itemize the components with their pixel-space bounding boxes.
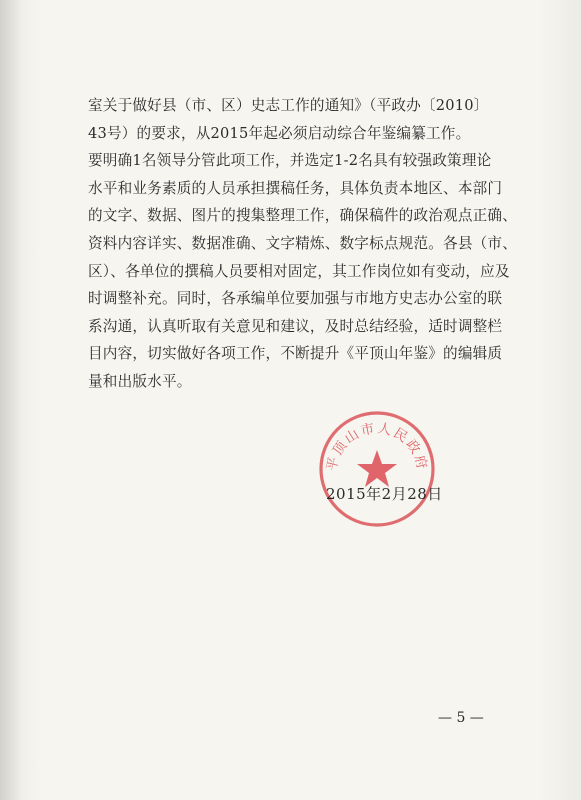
text-line: 量和出版水平。 xyxy=(88,372,192,390)
text-line: 水平和业务素质的人员承担撰稿任务，具体负责本地区、本部门 xyxy=(88,179,503,197)
text-line: 室关于做好县（市、区）史志工作的通知》（平政办〔2010〕 xyxy=(88,97,489,114)
text-line: 资料内容详实、数据准确、文字精炼、数字标点规范。各县（市、 xyxy=(88,234,518,252)
page-number: — 5 — xyxy=(438,710,484,726)
text-line: 时调整补充。同时，各承编单位要加强与市地方史志办公室的联 xyxy=(88,290,503,308)
text-line: 系沟通，认真听取有关意见和建议，及时总结经验，适时调整栏 xyxy=(88,317,503,335)
body-paragraph xyxy=(88,92,528,396)
text-line: 目内容，切实做好各项工作，不断提升《平顶山年鉴》的编辑质 xyxy=(88,345,503,363)
text-line: 的文字、数据、图片的搜集整理工作，确保稿件的政治观点正确、 xyxy=(88,207,518,225)
text-line: 区）、各单位的撰稿人员要相对固定，其工作岗位如有变动，应及 xyxy=(88,262,510,280)
page-fold-shadow xyxy=(0,0,22,800)
seal-text: 平顶山市人民政府 xyxy=(323,420,431,473)
text-line: 43号）的要求，从2015年起必须启动综合年鉴编纂工作。 xyxy=(88,124,471,142)
official-seal xyxy=(316,408,438,530)
text-line: 要明确1名领导分管此项工作，并选定1-2名具有较强政策理论 xyxy=(88,152,492,170)
document-date: 2015年2月28日 xyxy=(326,485,443,503)
